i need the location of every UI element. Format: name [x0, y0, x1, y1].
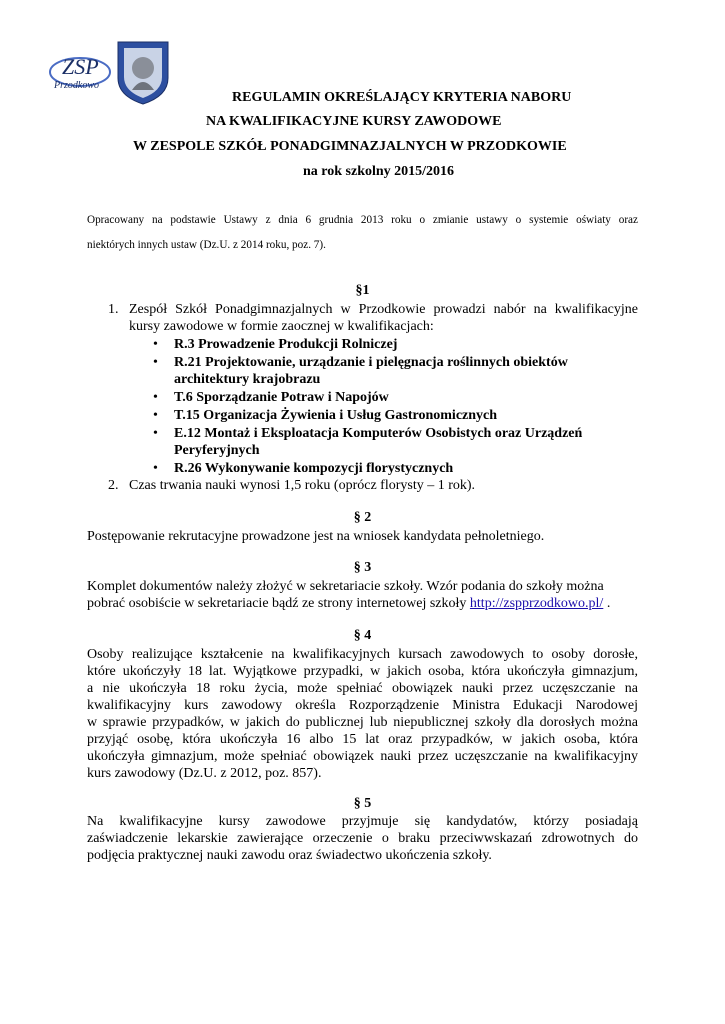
section-3-line-2	[87, 595, 610, 612]
qualification-r21-line-2: architektury krajobrazu	[174, 372, 321, 387]
logo-subtext: Przodkowo	[54, 80, 99, 91]
title-line-1: REGULAMIN OKREŚLAJĄCY KRYTERIA NABORU	[232, 90, 572, 105]
section-3-line-2-text: pobrać osobiście w sekretariacie bądź ze strony internetowej szkoły	[87, 596, 470, 611]
qualification-e12-line-1: E.12 Montaż i Eksploatacja Komputerów Osobistych oraz Urządzeń	[174, 426, 583, 441]
section-5-line: Na kwalifikacyjne kursy zawodowe przyjmuje się kandydatów, którzy posiadają	[87, 814, 638, 829]
item-2-text: Czas trwania nauki wynosi 1,5 roku (oprócz florysty – 1 rok).	[129, 478, 476, 493]
qualification-e12-line-2: Peryferyjnych	[174, 443, 260, 458]
bullet-icon: •	[153, 461, 158, 476]
bullet-icon: •	[153, 355, 158, 370]
section-4-line: w sprawie przypadków, w jakich do publicznej lub niepublicznej szkoły dla dorosłych można	[87, 715, 638, 730]
intro-line-2: niektórych innych ustaw (Dz.U. z 2014 roku, poz. 7).	[87, 239, 326, 251]
school-logo	[48, 38, 180, 106]
section-4-line: ukończyła gimnazjum, może spełniać obowiązek nauki przez uczęszczanie na kwalifikacyjny	[87, 749, 638, 764]
section-4-line: przyjąć osobę, która ukończyła 16 albo 15 lat oraz przypadków, w jakich osoba, która	[87, 732, 638, 747]
section-4-line-last: kurs zawodowy (Dz.U. z 2012, poz. 857).	[87, 766, 322, 781]
school-website-link[interactable]: http://zspprzodkowo.pl/	[469, 596, 604, 611]
item-1-number: 1.	[108, 302, 119, 317]
section-4-line: a nie ukończyła 18 roku życia, może spełniać obowiązek nauki przez uczęszczanie na	[87, 681, 638, 696]
section-4-heading: § 4	[353, 628, 372, 643]
qualification-t15: T.15 Organizacja Żywienia i Usług Gastronomicznych	[174, 408, 498, 423]
title-line-2: NA KWALIFIKACYJNE KURSY ZAWODOWE	[206, 114, 502, 129]
bullet-icon: •	[153, 426, 158, 441]
qualification-r26: R.26 Wykonywanie kompozycji florystycznych	[174, 461, 454, 476]
intro-paragraph	[87, 208, 638, 258]
item-2-number: 2.	[108, 478, 119, 493]
section-3-line-2-end: .	[603, 596, 611, 611]
section-4-line: Osoby realizujące kształcenie na kwalifikacyjnych kursach zawodowych to osoby dorosłe,	[87, 647, 638, 662]
section-5-line: zaświadczenie lekarskie zawierające orzeczenie o braku przeciwwskazań zdrowotnych do	[87, 831, 638, 846]
qualification-r3: R.3 Prowadzenie Produkcji Rolniczej	[174, 337, 398, 352]
logo-text: ZSP	[62, 54, 99, 79]
qualification-t6: T.6 Sporządzanie Potraw i Napojów	[174, 390, 389, 405]
title-line-4: na rok szkolny 2015/2016	[303, 164, 455, 179]
title-line-3: W ZESPOLE SZKÓŁ PONADGIMNAZJALNYCH W PRZODKOWIE	[133, 139, 567, 154]
section-2-text: Postępowanie rekrutacyjne prowadzone jest na wniosek kandydata pełnoletniego.	[87, 529, 545, 544]
bullet-icon: •	[153, 337, 158, 352]
qualification-r21-line-1: R.21 Projektowanie, urządzanie i pielęgnacja roślinnych obiektów	[174, 355, 568, 370]
section-4-line: które ukończyły 18 lat. Wyjątkowe przypadki, w jakich osoba, która ukończyła gimnazjum,	[87, 664, 638, 679]
section-3-heading: § 3	[353, 560, 372, 575]
section-5-heading: § 5	[353, 796, 372, 811]
item-1-line-1: Zespół Szkół Ponadgimnazjalnych w Przodkowie prowadzi nabór na kwalifikacyjne	[129, 302, 638, 317]
section-5-line-last: podjęcia praktycznej nauki zawodu oraz świadectwo ukończenia szkoły.	[87, 848, 492, 863]
item-1-line-2: kursy zawodowe w formie zaocznej w kwalifikacjach:	[129, 319, 434, 334]
section-4-line: kwalifikacyjny kurs zawodowy określa Rozporządzenie Ministra Edukacji Narodowej	[87, 698, 638, 713]
section-3-line-1: Komplet dokumentów należy złożyć w sekretariacie szkoły. Wzór podania do szkoły można	[87, 579, 604, 594]
section-2-heading: § 2	[353, 510, 372, 525]
bullet-icon: •	[153, 408, 158, 423]
section-1-heading: §1	[355, 283, 370, 298]
bullet-icon: •	[153, 390, 158, 405]
intro-line-1: Opracowany na podstawie Ustawy z dnia 6 grudnia 2013 roku o zmianie ustawy o systemie oświaty oraz	[87, 214, 638, 226]
